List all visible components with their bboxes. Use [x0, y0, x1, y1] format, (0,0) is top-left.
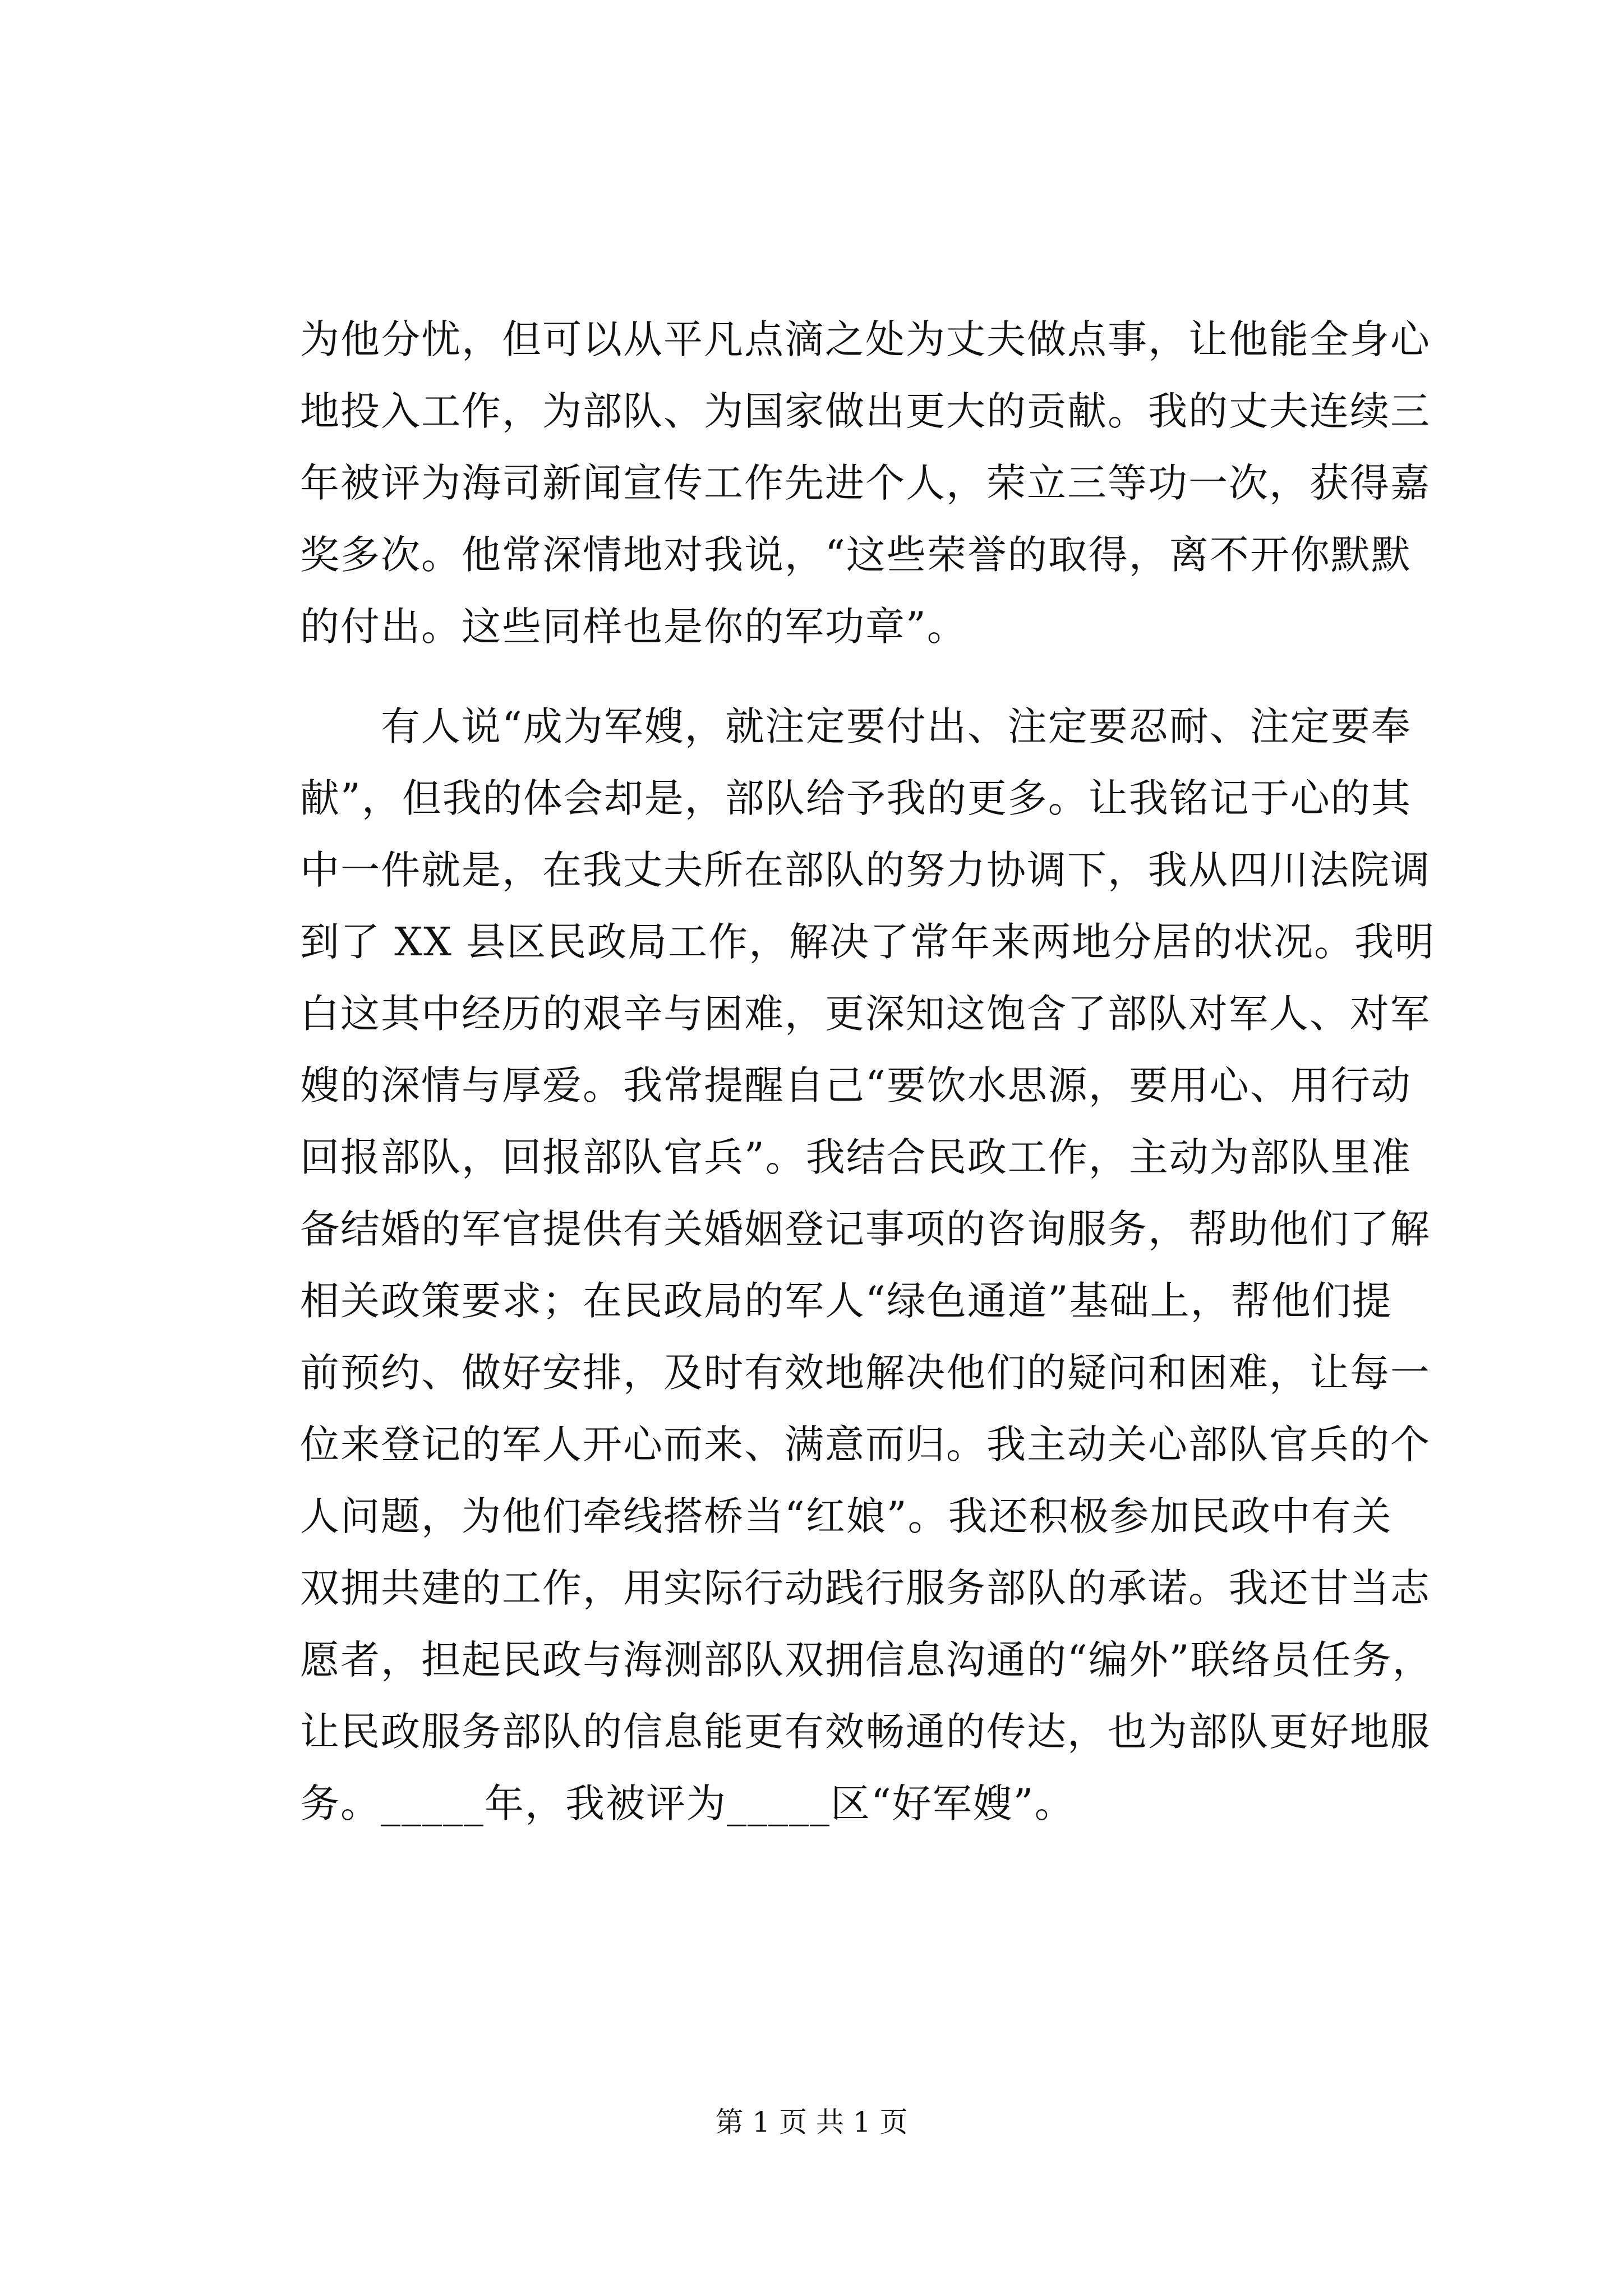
- text-line: 回报部队，回报部队官兵”。我结合民政工作，主动为部队里准: [300, 1134, 1412, 1180]
- text-line: 备结婚的军官提供有关婚姻登记事项的咨询服务，帮助他们了解: [300, 1206, 1431, 1252]
- text-line: 相关政策要求；在民政局的军人“绿色通道”基础上，帮他们提: [300, 1278, 1393, 1324]
- text-line: 双拥共建的工作，用实际行动践行服务部队的承诺。我还甘当志: [300, 1565, 1431, 1611]
- text-line: 年被评为海司新闻宣传工作先进个人，荣立三等功一次，获得嘉: [300, 460, 1431, 506]
- text-line: 前预约、做好安排，及时有效地解决他们的疑问和困难，让每一: [300, 1350, 1431, 1396]
- text-line: 务。_____年，我被评为_____区“好军嫂”。: [300, 1780, 1075, 1826]
- text-line: 人问题，为他们牵线搭桥当“红娘”。我还积极参加民政中有关: [300, 1493, 1393, 1539]
- text-line: 白这其中经历的艰辛与困难，更深知这饱含了部队对军人、对军: [300, 991, 1431, 1037]
- text-line: 位来登记的军人开心而来、满意而归。我主动关心部队官兵的个: [300, 1421, 1431, 1467]
- page-number-footer: 第 1 页 共 1 页: [715, 2106, 908, 2138]
- text-line: 的付出。这些同样也是你的军功章”。: [300, 604, 967, 650]
- text-line: 中一件就是，在我丈夫所在部队的努力协调下，我从四川法院调: [300, 847, 1431, 893]
- text-line: 有人说“成为军嫂，就注定要付出、注定要忍耐、注定要奉: [300, 703, 1412, 749]
- text-line: 愿者，担起民政与海测部队双拥信息沟通的“编外”联络员任务，: [300, 1637, 1433, 1683]
- text-line: 到了 XX 县区民政局工作，解决了常年来两地分居的状况。我明: [300, 919, 1436, 965]
- text-line: 让民政服务部队的信息能更有效畅通的传达，也为部队更好地服: [300, 1709, 1431, 1755]
- text-line: 为他分忧，但可以从平凡点滴之处为丈夫做点事，让他能全身心: [300, 316, 1431, 362]
- text-line: 奖多次。他常深情地对我说，“这些荣誉的取得，离不开你默默: [300, 532, 1412, 578]
- text-line: 献”，但我的体会却是，部队给予我的更多。让我铭记于心的其: [300, 775, 1412, 821]
- text-line: 地投入工作，为部队、为国家做出更大的贡献。我的丈夫连续三: [300, 388, 1431, 434]
- text-line: 嫂的深情与厚爱。我常提醒自己“要饮水思源，要用心、用行动: [300, 1062, 1412, 1108]
